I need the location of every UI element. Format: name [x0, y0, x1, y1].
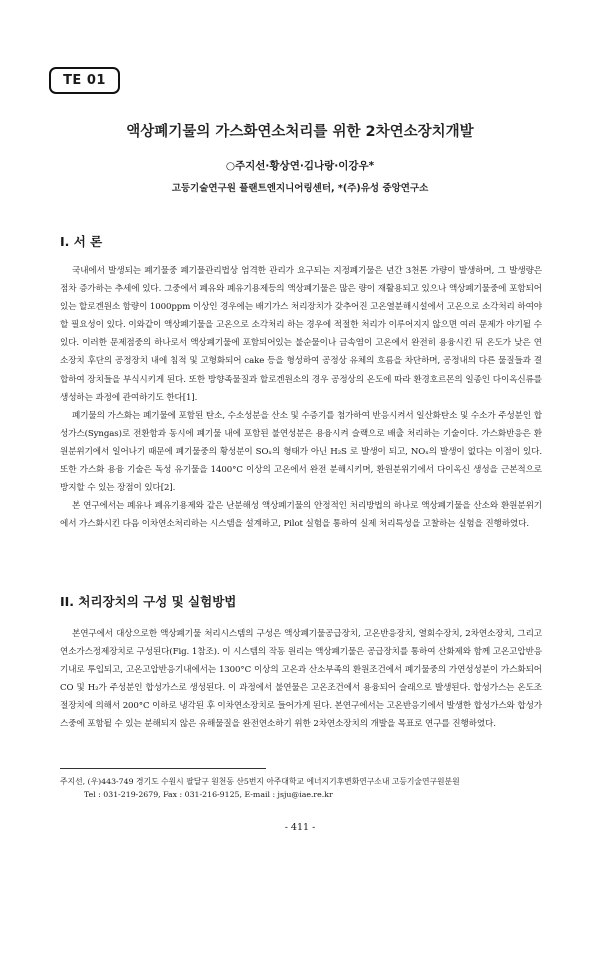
- page-number: - 411 -: [284, 822, 316, 833]
- methods-body: [60, 625, 542, 734]
- paragraph: 국내에서 발생되는 폐기물중 폐기물관리법상 엄격한 관리가 요구되는 지정폐기물은 년간 3천톤 가량이 발생하며, 그 발생량은 점차 증가하는 추세에 있다. 그중에서 폐유와 폐유기용제등의 액상폐기물은 많은 량이 재활용되고 있으나 액상폐기물중에 포함되어있는 할로겐원소 함량이 1000ppm 이상인 경우에는 배기가스 처리장치가 갖추어진 고온열분해시설에서 고온으로 소각처리 하여야할 필요성이 있다. 이와같이 액상폐기물을 고온으로 소각처리 하는 경우에 적절한 처리가 이루어지지 않으면 여러 문제가 야기될 수 있다. 이러한 문제점중의 하나로서 액상폐기물에 포함되어있는 불순물이나 금속염이 고온에서 완전히 용융시킨 뒤 온도가 낮은 연소장치 후단의 공정장치 내에 침적 및 고형화되어 cake 등을 형성하여 공정상 유체의 흐름을 차단하며, 공정내의 다른 물질들과 결합하여 장치들을 부식시키게 된다. 또한 방향족물질과 할로겐원소의 경우 공정상의 온도에 따라 환경호르몬의 일종인 다이옥신류를 생성하는 과정에 관여하기도 한다[1].: [60, 266, 542, 403]
- author-list: ○주지선·황상연·김나랑·이강우*: [225, 160, 375, 172]
- paper-title: 액상폐기물의 가스화연소처리를 위한 2차연소장치개발: [126, 124, 474, 140]
- section-heading-methods: II. 처리장치의 구성 및 실험방법: [60, 594, 237, 609]
- session-tag: TE 01: [49, 67, 120, 94]
- footnote-address: 주지선, (우)443-749 경기도 수원시 팔달구 원천동 산5번지 아주대학교 에너지기후변화연구소내 고등기술연구원분원: [60, 777, 460, 786]
- introduction-body: [60, 262, 542, 533]
- paragraph: 본 연구에서는 폐유나 폐유기용제와 같은 난분해성 액상폐기물의 안정적인 처리방법의 하나로 액상폐기물을 산소와 환원분위기에서 가스화시킨 다음 이차연소처리하는 시스템을 설계하고, Pilot 실험을 통하여 실제 처리특성을 고찰하는 실험을 진행하였다.: [60, 501, 542, 530]
- paragraph: 폐기물의 가스화는 폐기물에 포함된 탄소, 수소성분을 산소 및 수증기를 첨가하여 반응시켜서 일산화탄소 및 수소가 주성분인 합성가스(Syngas)로 전환함과 동시에 폐기물 내에 포함된 불연성분은 용융시켜 슬랙으로 배출 처리하는 기술이다. 가스화반응은 환원분위기에서 일어나기 때문에 폐기물중의 황성분이 SOₓ의 형태가 아닌 H₂S 로 발생이 되고, NOₓ의 발생이 없다는 이점이 있다. 또한 가스화 용융 기술은 독성 유기물을 1400°C 이상의 고온에서 완전 분해시키며, 환원분위기에서 다이옥신 생성을 근본적으로 방지할 수 있는 장점이 있다[2].: [60, 410, 542, 494]
- affiliation: 고등기술연구원 플랜트엔지니어링센터, *(주)유성 중앙연구소: [171, 183, 429, 194]
- paragraph: 본연구에서 대상으로한 액상폐기물 처리시스템의 구성은 액상폐기물공급장치, 고온반응장치, 열회수장치, 2차연소장치, 그리고 연소가스정제장치로 구성된다(Fig. 1참조). 이 시스템의 작동 원리는 액상폐기물은 공급장치를 통하여 산화제와 함께 고온고압반응기내로 투입되고, 고온고압반응기내에서는 1300°C 이상의 고온과 산소부족의 환원조건에서 폐기물중의 가연성성분이 가스화되어 CO 및 H₂가 주성분인 합성가스로 생성된다. 이 과정에서 불연물은 고온조건에서 용융되어 슬래으로 발생된다. 합성가스는 온도조절장치에 의해서 200°C 이하로 냉각된 후 이차연소장치로 들어가게 된다. 본연구에서는 고온반응기에서 발생한 합성가스와 합성가스중에 포함될 수 있는 분해되지 않은 유해물질을 완전연소하기 위한 2차연소장치의 개발을 목표로 연구를 진행하였다.: [60, 629, 542, 730]
- footnote-contact: Tel : 031-219-2679, Fax : 031-216-9125, E-mail : jsju@iae.re.kr: [84, 790, 333, 799]
- footnote-divider: [60, 768, 266, 769]
- section-heading-introduction: I. 서 론: [60, 234, 103, 249]
